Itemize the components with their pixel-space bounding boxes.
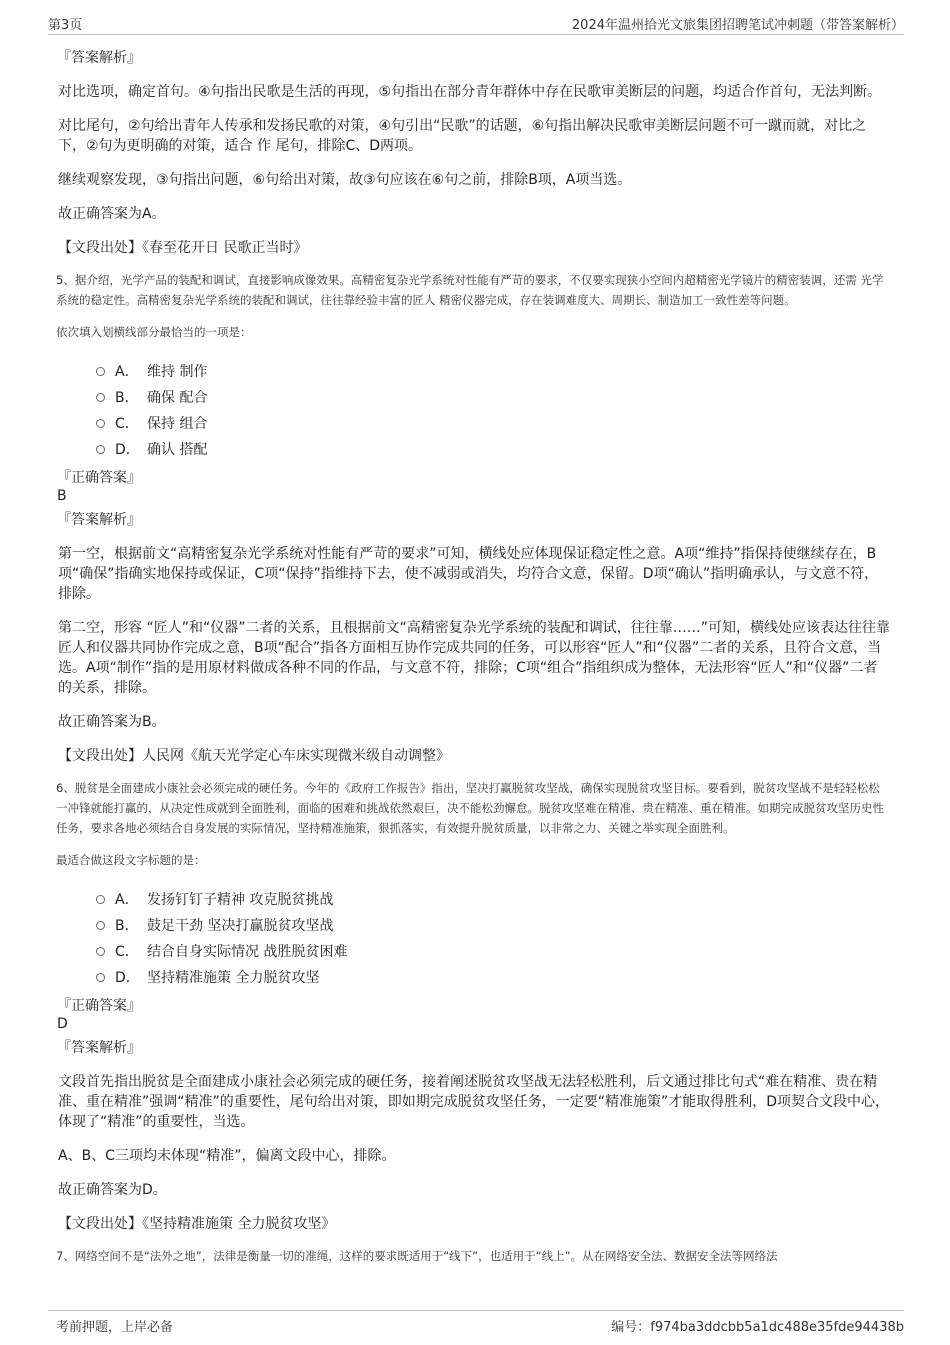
option-b[interactable]: B． 鼓足干劲 坚决打赢脱贫攻坚战 (96, 912, 890, 938)
document-id: 编号：f974ba3ddcbb5a1dc488e35fde94438b (611, 1320, 904, 1335)
analysis-label: 『答案解析』 (57, 512, 141, 528)
option-a[interactable]: A． 维持 制作 (96, 358, 890, 384)
option-d[interactable]: D． 确认 搭配 (96, 436, 890, 462)
source-citation: 【文段出处】《坚持精准施策 全力脱贫攻坚》 (58, 1216, 336, 1232)
page-footer (48, 1310, 904, 1335)
analysis-paragraph: 第一空，根据前文“高精密复杂光学系统对性能有严苛的要求”可知，横线处应体现保证稳定性之意。A项“维持”指保持使继续存在，B项“确保”指确实地保持或保证，C项“保持”指维持下去，使不减弱或消失，均符合文意，保留。D项“确认”指明确承认，与文意不符，排除。 (58, 546, 879, 602)
option-b[interactable]: B． 确保 配合 (96, 384, 890, 410)
radio-icon[interactable] (96, 393, 105, 402)
analysis-paragraph: 对比尾句，②句给出青年人传承和发扬民歌的对策，④句引出“民歌”的话题，⑥句指出解决民歌审美断层问题不可一蹴而就，对比之下，②句为更明确的对策，适合 作 尾句，排除C、D两项。 (58, 118, 867, 154)
question-6-prompt: 最适合做这段文字标题的是： (56, 853, 206, 867)
footer-slogan: 考前押题，上岸必备 (56, 1320, 174, 1335)
option-d[interactable]: D． 坚持精准施策 全力脱贫攻坚 (96, 964, 890, 990)
source-citation: 【文段出处】《春至花开日 民歌正当时》 (58, 240, 308, 256)
analysis-paragraph: 文段首先指出脱贫是全面建成小康社会必须完成的硬任务，接着阐述脱贫攻坚战无法轻松胜利，后文通过排比句式“难在精准、贵在精准、重在精准”强调“精准”的重要性，尾句给出对策，即如期完成脱贫攻坚任务，一定要“精准施策”才能取得胜利，D项契合文段中心，体现了“精准”的重要性，当选。 (58, 1074, 890, 1130)
document-title: 2024年温州拾光文旅集团招聘笔试冲刺题（带答案解析） (571, 18, 904, 33)
analysis-label: 『答案解析』 (57, 1040, 141, 1056)
question-6-text: 6、脱贫是全面建成小康社会必须完成的硬任务。今年的《政府工作报告》指出，坚决打赢脱贫攻坚战，确保实现脱贫攻坚目标。要看到，脱贫攻坚战不是轻轻松松一冲锋就能打赢的，从决定性成就到全面胜利，面临的困难和挑战依然艰巨，决不能松劲懈怠。脱贫攻坚难在精准、贵在精准、重在精准。如期完成脱贫攻坚历史性任务，要求各地必须结合自身发展的实际情况，坚持精准施策，狠抓落实，有效提升脱贫质量，以非常之力、关键之举实现全面胜利。 (56, 781, 884, 835)
question-7-text: 7、网络空间不是“法外之地”，法律是衡量一切的准绳，这样的要求既适用于“线下”，也适用于“线上”。从在网络安全法、数据安全法等网络法 (56, 1249, 778, 1263)
document-body (50, 42, 890, 1266)
correct-answer: D (57, 1016, 68, 1032)
radio-icon[interactable] (96, 895, 105, 904)
analysis-paragraph: 第二空，形容 “匠人”和“仪器”二者的关系，且根据前文“高精密复杂光学系统的装配和调试，往往靠……”可知，横线处应该表达往往靠匠人和仪器共同协作完成之意，B项“配合”指各方面相互协作完成共同的任务，可以形容“匠人”和“仪器”二者的关系，且符合文意，当选。A项“制作”指的是用原材料做成各种不同的作品，与文意不符，排除；C项“组合”指组织成为整体，无法形容“匠人”和“仪器”二者的关系，排除。 (58, 620, 890, 696)
analysis-paragraph: 对比选项，确定首句。④句指出民歌是生活的再现，⑤句指出在部分青年群体中存在民歌审美断层的问题，均适合作首句，无法判断。 (58, 84, 882, 100)
question-5-text: 5、据介绍，光学产品的装配和调试，直接影响成像效果。高精密复杂光学系统对性能有严苛的要求，不仅要实现狭小空间内超精密光学镜片的精密装调，还需 光学系统的稳定性。高精密复杂光学系统的装配和调试，往往靠经验丰富的匠人 精密仪器完成，存在装调难度大、周期长、制造加工一致性差等问题。 (56, 273, 884, 307)
analysis-paragraph: A、B、C三项均未体现“精准”，偏离文段中心，排除。 (58, 1148, 396, 1164)
radio-icon[interactable] (96, 921, 105, 930)
page-header (48, 12, 904, 35)
question-6-options (96, 886, 890, 990)
analysis-label: 『答案解析』 (57, 50, 141, 66)
radio-icon[interactable] (96, 419, 105, 428)
question-5-options (96, 358, 890, 462)
correct-answer-label: 『正确答案』 (57, 998, 141, 1014)
source-citation: 【文段出处】人民网《航天光学定心车床实现微米级自动调整》 (58, 748, 450, 764)
option-a[interactable]: A． 发扬钉钉子精神 攻克脱贫挑战 (96, 886, 890, 912)
analysis-paragraph: 故正确答案为D。 (58, 1182, 167, 1198)
analysis-paragraph: 故正确答案为A。 (58, 206, 166, 222)
radio-icon[interactable] (96, 445, 105, 454)
radio-icon[interactable] (96, 973, 105, 982)
correct-answer-label: 『正确答案』 (57, 470, 141, 486)
analysis-paragraph: 故正确答案为B。 (58, 714, 166, 730)
option-c[interactable]: C． 保持 组合 (96, 410, 890, 436)
radio-icon[interactable] (96, 947, 105, 956)
page-number: 第3页 (48, 18, 83, 33)
analysis-paragraph: 继续观察发现，③句指出问题，⑥句给出对策，故③句应该在⑥句之前，排除B项，A项当选。 (58, 172, 632, 188)
radio-icon[interactable] (96, 367, 105, 376)
question-5-prompt: 依次填入划横线部分最恰当的一项是： (56, 325, 252, 339)
option-c[interactable]: C． 结合自身实际情况 战胜脱贫困难 (96, 938, 890, 964)
correct-answer: B (57, 488, 67, 504)
